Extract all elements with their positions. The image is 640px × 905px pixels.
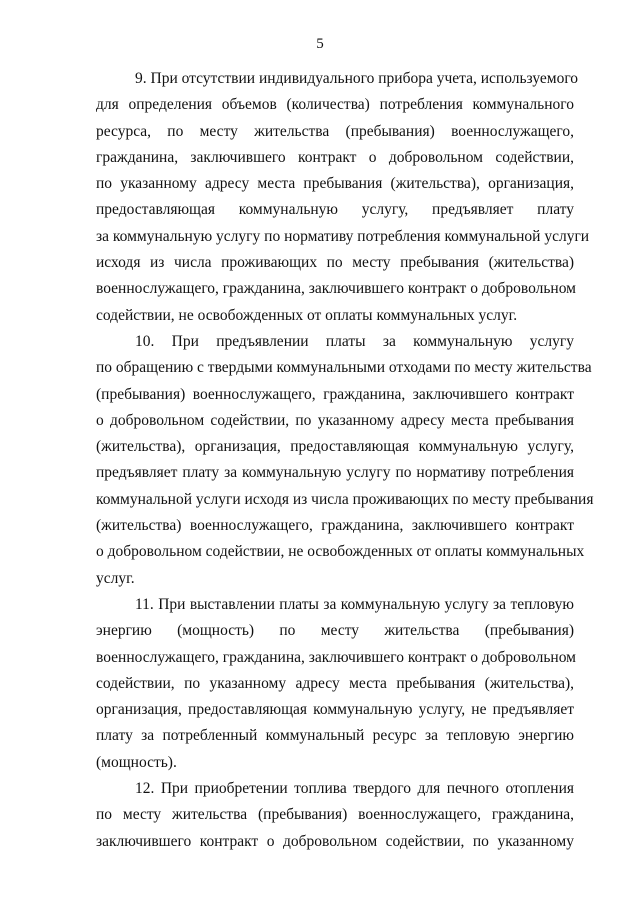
text-line: за коммунальную услугу по нормативу потребления коммунальной услуги	[96, 227, 590, 245]
text-line: содействии, по указанному адресу места пребывания (жительства),	[96, 674, 574, 692]
text-line: военнослужащего, гражданина, заключившего контракт о добровольном	[96, 648, 576, 666]
text-line: предоставляющая коммунальную услугу, предъявляет плату	[96, 201, 574, 219]
paragraph-10	[96, 329, 594, 592]
text-line: по обращению с твердыми коммунальными отходами по месту жительства	[96, 359, 592, 377]
page-number: 5	[316, 36, 324, 52]
text-line: содействии, не освобожденных от оплаты коммунальных услуг.	[96, 306, 518, 324]
text-line: о добровольном содействии, не освобожденных от оплаты коммунальных	[96, 543, 585, 561]
text-line: по месту жительства (пребывания) военнослужащего, гражданина,	[96, 806, 574, 824]
text-line: военнослужащего, гражданина, заключившего контракт о добровольном	[96, 280, 576, 298]
text-line: энергию (мощность) по месту жительства (пребывания)	[96, 622, 574, 640]
text-line: по указанному адресу места пребывания (жительства), организация,	[96, 175, 574, 193]
text-line: (пребывания) военнослужащего, гражданина, заключившего контракт	[96, 385, 574, 403]
text-line: (жительства), организация, предоставляющая коммунальную услугу,	[96, 438, 574, 456]
document-body	[96, 66, 594, 855]
text-line: (жительства) военнослужащего, гражданина, заключившего контракт	[96, 517, 574, 535]
text-line: 12. При приобретении топлива твердого для печного отопления	[135, 780, 574, 798]
text-line: гражданина, заключившего контракт о добровольном содействии,	[96, 148, 574, 166]
text-line: организация, предоставляющая коммунальную услугу, не предъявляет	[96, 701, 574, 719]
paragraph-12	[96, 776, 574, 855]
text-line: о добровольном содействии, по указанному адресу места пребывания	[96, 411, 574, 429]
text-line: заключившего контракт о добровольном содействии, по указанному	[96, 832, 574, 850]
text-line: для определения объемов (количества) потребления коммунального	[96, 96, 574, 114]
text-line: ресурса, по месту жительства (пребывания) военнослужащего,	[96, 122, 574, 140]
text-line: исходя из числа проживающих по месту пребывания (жительства)	[96, 254, 574, 272]
text-line: плату за потребленный коммунальный ресурс за тепловую энергию	[96, 727, 574, 745]
text-line: 11. При выставлении платы за коммунальную услугу за тепловую	[135, 595, 574, 613]
text-line: 9. При отсутствии индивидуального прибора учета, используемого	[135, 70, 579, 87]
text-line: 10. При предъявлении платы за коммунальную услугу	[135, 332, 574, 350]
text-line: предъявляет плату за коммунальную услугу по нормативу потребления	[96, 464, 574, 482]
text-line: коммунальной услуги исходя из числа проживающих по месту пребывания	[96, 490, 594, 508]
text-line: (мощность).	[96, 753, 177, 771]
text-line: услуг.	[96, 569, 135, 587]
paragraph-11	[96, 592, 574, 776]
paragraph-9	[96, 66, 590, 329]
